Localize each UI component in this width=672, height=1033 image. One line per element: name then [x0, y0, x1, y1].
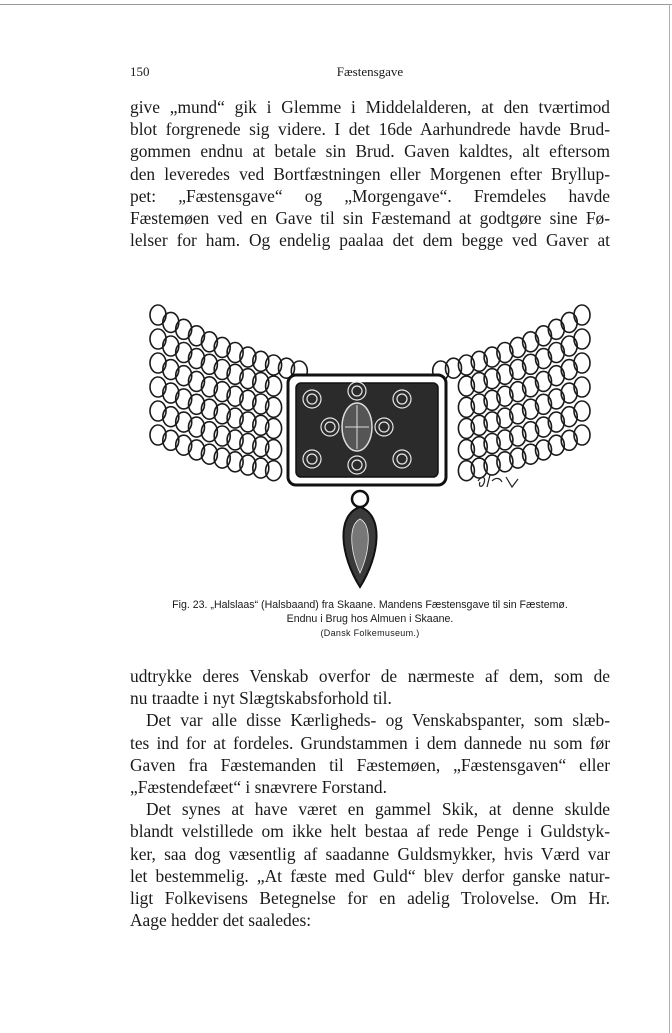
page-top-rule [0, 4, 672, 5]
caption-line-3: (Dansk Folkemuseum.) [320, 628, 420, 638]
clasp-plate [288, 375, 446, 485]
text-line: nu traadte i nyt Slægtskabsforhold til. [130, 688, 392, 709]
text-line: Fæstemøen ved en Gave til sin Fæstemand at godtgøre sine Fø- [130, 208, 610, 229]
chain-link [574, 305, 590, 325]
page-side-rule [669, 4, 670, 1033]
text-line: Gaven fra Fæstemanden til Fæstemøen, „Fæstensgaven“ eller [130, 754, 610, 775]
caption-line-1: Fig. 23. „Halslaas“ (Halsbaand) fra Skaane. Mandens Fæstensgave til sin Fæstemø. [172, 599, 568, 611]
figure-caption [130, 598, 610, 640]
text-line: ligt Folkevisens Betegnelse for en adelig Trolovelse. Om Hr. [130, 888, 610, 909]
text-line: Det synes at have været en gammel Skik, at denne skulde [146, 799, 610, 820]
text-line: ker, saa dog væsentlig af saadanne Guldsmykker, hvis Værd var [130, 843, 610, 864]
chain-link [574, 329, 590, 349]
text-line: let bestemmelig. „At fæste med Guld“ blev derfor ganske natur- [130, 865, 610, 886]
caption-line-2: Endnu i Brug hos Almuen i Skaane. [286, 613, 454, 625]
text-line: blot forgrenede sig videre. I det 16de Aarhundrede havde Brud- [130, 119, 610, 140]
figure-necklace [140, 275, 600, 595]
text-line: den leveredes ved Bortfæstningen eller Morgenen efter Bryllup- [130, 163, 610, 184]
text-line: pet: „Fæstensgave“ og „Morgengave“. Fremdeles havde [130, 185, 610, 206]
pendant [343, 491, 376, 587]
text-line: Aage hedder det saaledes: [130, 910, 312, 931]
text-line: tes ind for at fordeles. Grundstammen i dem dannede nu som før [130, 732, 610, 753]
text-line: lelser for ham. Og endelig paalaa det dem begge ved Gaver at [130, 230, 610, 251]
text-line: blandt velstillede om ikke helt bestaa af rede Penge i Guldstyk- [130, 821, 610, 842]
page-header [130, 64, 610, 84]
text-line: give „mund“ gik i Glemme i Middelalderen, at den tværtimod [130, 97, 610, 117]
text-line: Det var alle disse Kærligheds- og Venskabspanter, som slæb- [146, 710, 610, 731]
running-title: Fæstensgave [336, 64, 404, 79]
chain-link [574, 353, 590, 373]
text-line: „Fæstendefæet“ i snævrere Forstand. [130, 777, 387, 798]
text-line: gommen endnu at betale sin Brud. Gaven kaldtes, alt eftersom [130, 141, 610, 162]
page-number: 150 [130, 64, 150, 79]
text-line: udtrykke deres Venskab overfor de nærmeste af dem, som de [130, 666, 610, 686]
necklace-illustration [140, 275, 600, 595]
paragraph-top [130, 96, 610, 251]
paragraphs-bottom [130, 665, 610, 931]
